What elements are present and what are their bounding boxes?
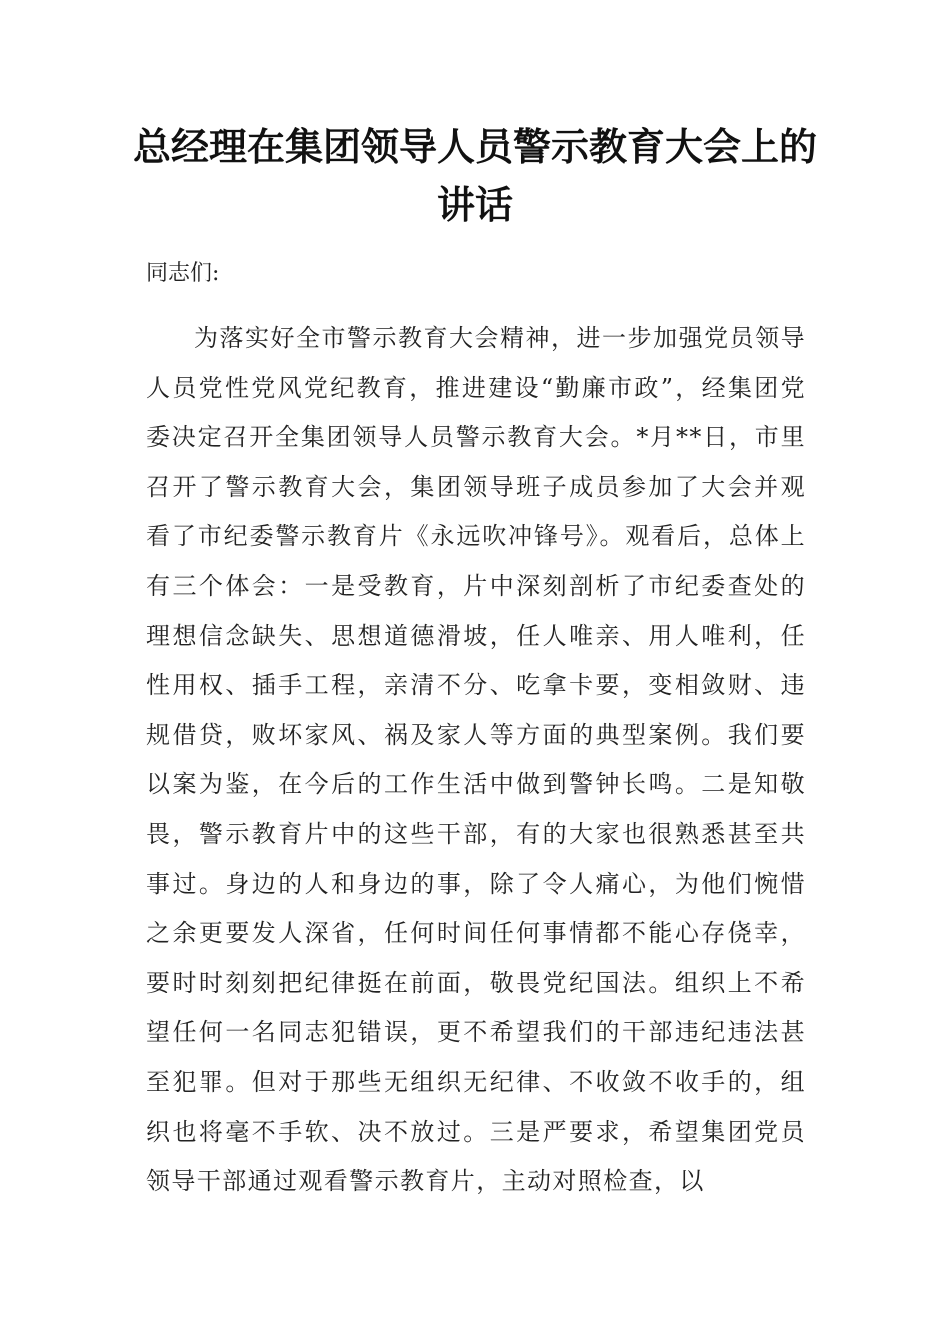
body-paragraph: 为落实好全市警示教育大会精神，进一步加强党员领导人员党性党风党纪教育，推进建设“勤廉市政”，经集团党委决定召开全集团领导人员警示教育大会。*月**日，市里召开了警示教育大会，集团领导班子成员参加了大会并观看了市纪委警示教育片《永远吹冲锋号》。观看后，总体上有三个体会：一是受教育，片中深刻剖析了市纪委查处的理想信念缺失、思想道德滑坡，任人唯亲、用人唯利，任性用权、插手工程，亲清不分、吃拿卡要，变相敛财、违规借贷，败坏家风、祸及家人等方面的典型案例。我们要以案为鉴，在今后的工作生活中做到警钟长鸣。二是知敬畏，警示教育片中的这些干部，有的大家也很熟悉甚至共事过。身边的人和身边的事，除了令人痛心，为他们惋惜之余更要发人深省，任何时间任何事情都不能心存侥幸，要时时刻刻把纪律挺在前面，敬畏党纪国法。组织上不希望任何一名同志犯错误，更不希望我们的干部违纪违法甚至犯罪。但对于那些无组织无纪律、不收敛不收手的，组织也将毫不手软、决不放过。三是严要求，希望集团党员领导干部通过观看警示教育片，主动对照检查，以: [146, 324, 806, 1196]
document-title: 总经理在集团领导人员警示教育大会上的讲话: [132, 125, 817, 227]
salutation: 同志们:: [146, 261, 220, 286]
